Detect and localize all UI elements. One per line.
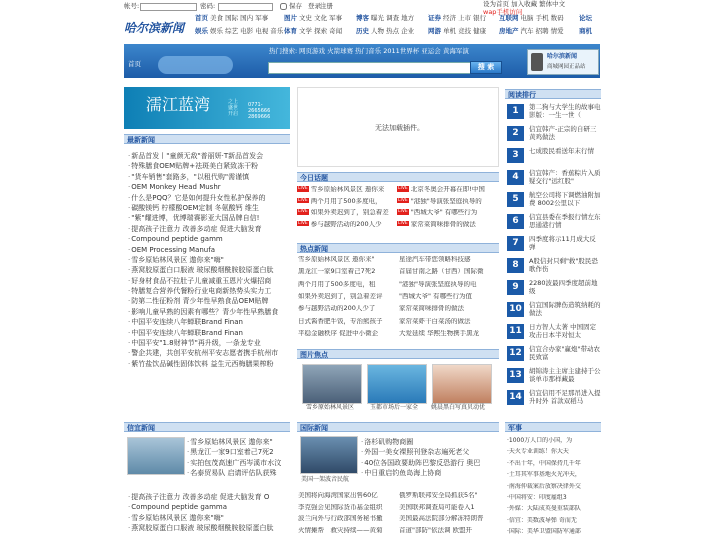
hot-item[interactable]: "西城大爷" 有哪些行为值 [399,292,473,300]
list-item[interactable]: · 中国平安"1.8财神节"再升级，一条龙专业 [128,338,290,348]
topic-text: "港独"导演张坚庭执导的 [410,197,482,205]
save-checkbox[interactable] [280,3,287,10]
photo-focus-title: 图片焦点 [300,351,328,359]
register-button[interactable]: 注册 [320,2,333,10]
rank-item[interactable] [507,300,599,320]
military-item[interactable]: ·信宜：美数波导弹 奇而无 [507,516,577,524]
photo-focus-header [297,349,499,359]
intl-photo-caption[interactable]: 美国一架波音民航 [301,476,350,483]
credit-news-list [128,492,290,534]
set-homepage-link[interactable]: 设为首页 [483,0,509,8]
list-item[interactable]: · 碳酸镁钙 柠檬酸OEM定制 冬氨酸钙 维生 [128,203,290,213]
nav-cell-internet[interactable]: 互联网 电脑 手机 数码 [499,14,564,22]
list-item[interactable]: · 特膳复合营养代餐粉行业电商新热势头实力工 [128,286,290,296]
rank-text: 信宜合办家"赢炮"带动农民致富 [529,345,600,361]
rank-number: 8 [507,258,524,273]
hot-item[interactable]: "港独"导演张坚庭执导的电 [399,280,477,288]
list-item[interactable]: · 洛杉矶购物商圈 [361,437,499,447]
rank-item[interactable] [507,102,599,122]
nav-cell-pictures[interactable]: 图片 文史 文化 军事 [284,14,343,22]
topic-item[interactable] [397,221,497,229]
list-item[interactable]: · 中国平安连续八年蝉联Brand Finan [128,317,290,327]
rank-item[interactable] [507,212,599,232]
hot-news-title: 热点新闻 [300,245,328,253]
credit-news-header [124,422,290,432]
photo-1-caption[interactable]: 雪乡原始林风景区 [306,404,355,411]
rank-number: 9 [507,280,524,295]
rank-number: 2 [507,126,524,141]
topic-text: "西城大爷" 有哪些行为 [410,209,478,216]
topic-item[interactable] [297,209,397,217]
rank-text: 航空公司将下调燃油附加费 8002公里以下 [529,191,601,207]
list-item[interactable]: · 新品首发丨"童颜无敌"普丽妍·T新品首发会 [128,151,290,161]
nav-cell-realestate[interactable]: 房地产 汽车 招聘 情爱 [499,27,564,35]
list-item[interactable]: · Compound peptide gamm [128,234,290,244]
credit-news-photo[interactable] [127,437,185,475]
intl-item[interactable]: 美国最高法院部分解冻特朗普 [399,515,484,522]
military-item[interactable]: ·南海仲裁案后放察决律外交 [507,482,581,490]
plugin-message: 无法加载插件。 [375,124,424,132]
hot-item[interactable]: 两个月用了500多度电，租 [298,280,376,288]
hot-item[interactable]: 雪乡原始林风景区 遨你来" [298,256,375,263]
military-header [505,422,601,432]
list-item[interactable]: · "紫"耀进博，优博瑞赛影亚大国品牌自信! [128,213,290,223]
search-banner [124,44,600,78]
site-logo[interactable] [124,16,188,40]
list-item[interactable]: · 特殊膳食OEM贴牌+祛斑美白紧致冻干粉 [128,161,290,171]
today-topic-title: 今日话题 [300,174,328,182]
hot-item[interactable]: 参与越野活动的200人少了 [298,305,376,313]
live-badge-icon: LIVE [298,186,308,192]
list-item[interactable]: · 好身材食品不拉肚子儿童减重玉恩片火爆招商 [128,276,290,286]
rank-number: 11 [507,324,524,339]
rank-number: 7 [507,236,524,251]
hot-item[interactable]: 日式酱香肥牛饭，专治熊孩子 [298,317,383,325]
rank-item[interactable] [507,124,599,144]
intl-item[interactable]: 波兰向外与行政部国务秘书撤 [298,515,383,522]
rank-number: 5 [507,192,524,207]
military-title: 军事 [508,424,522,432]
traditional-link[interactable]: 繁体中文 [539,0,566,8]
live-badge-icon: LIVE [398,209,408,215]
save-label: 保存 [289,2,302,10]
topic-text: 家常菜简味排骨的做法 [410,220,476,228]
hot-item[interactable]: 如果外卖迟到了，别急着差评 [298,292,383,300]
add-favorite-link[interactable]: 加入收藏 [511,0,538,8]
live-badge-icon: LIVE [398,197,408,203]
live-badge-icon: LIVE [298,197,308,203]
nav-cell-history[interactable]: 历史 人物 热点 企业 [356,27,415,35]
topic-text: 参与越野活动的200人少 [310,220,382,228]
military-item[interactable]: ·天火专业训练！你大天 [507,448,569,456]
topic-text: 北京冬奥会开幕在即!中国 [410,186,485,193]
rank-item[interactable] [507,234,599,254]
nav-cell-blog[interactable]: 博客 曝光 调查 地方 [356,14,415,22]
intl-news-photo[interactable] [300,436,358,474]
main-nav [195,14,600,40]
nav-cell-sports[interactable]: 体育 文学 探索 奇闻 [284,27,343,35]
rank-item[interactable] [507,190,599,210]
hot-search-terms[interactable]: 网页游戏 火箭球赛 热门音乐 2011世界杯 亚运会 黄海军演 [299,47,469,55]
topic-text: 两个月用了500多度电， [310,197,382,205]
rank-number: 14 [507,390,524,405]
nav-cell-home[interactable]: 首页 美食 国际 国内 军事 [195,14,269,22]
rank-text: 信宜国际脾伤造筑纳耗的做法 [529,301,601,317]
nav-cell-stocks[interactable]: 证券 经济 上市 银行 [428,14,487,22]
topic-text: 如果外卖迟到了，别急着差 [310,209,389,216]
rank-title: 阅读排行 [508,91,536,99]
credit-side-list [187,437,290,479]
topic-item[interactable] [397,209,497,217]
hot-news-header [297,243,499,253]
rank-text: 信宜韩产-正宗的自研三黄鸡做法 [529,125,597,141]
hot-item[interactable]: 首届甘南之路（甘西）国际微 [399,268,484,276]
credit-news-title: 信宜新闻 [127,424,155,432]
ad-sub: 之上 盛世开启 [228,99,239,117]
rank-item[interactable] [507,278,599,298]
list-item[interactable]: · 紫竹盐饮品碱性固体饮料 益生元西梅膳果榨粉 [128,359,290,369]
rank-text: 胡锦涛主主席主建持于公谈单市那样藏最 [529,367,601,383]
hot-item[interactable]: 家常菜虾干白菜汤的做法 [399,317,471,325]
today-topic-header [297,172,499,182]
intl-item[interactable]: 李克强会见国际货币基金组织 [298,503,383,511]
list-item[interactable]: · 40位各国政要助阵巴黎反恐游行 奥巴 [361,458,499,468]
list-item[interactable]: · 防第二性征粉剂 青少年性早熟食品OEM贴牌 [128,296,290,306]
list-item[interactable]: · 雪乡原始林风景区 遨你来" [187,437,290,447]
nav-cell-ent[interactable]: 娱乐 娱乐 综艺 电影 电视 音乐 [195,27,284,35]
nav-cell-business[interactable]: 商机 [579,27,592,35]
rank-number: 13 [507,368,524,383]
list-item[interactable]: · Compound peptide gamma [128,502,290,512]
list-item[interactable]: · 提高孩子注意力 改善多动症 促进大脑发育 O [128,492,290,502]
hot-item[interactable]: 黑龙江一家9口室着己7死2 [298,268,376,276]
rank-header [505,89,601,99]
military-item[interactable]: ·不出十年，中国保持几千年 [507,459,581,467]
list-item[interactable]: · 燕窝胶原蛋白口服液 玻尿酸烟酰胺胶原蛋白肽 [128,265,290,275]
rank-number: 12 [507,346,524,361]
topic-text: 雪乡原始林风景区 遨你来 [310,186,385,193]
list-item[interactable]: · 中日重启钓鱼岛海上协商 [361,468,499,478]
search-button[interactable] [470,61,502,74]
rank-text: 四季度将示11月成大反弹 [529,235,596,251]
rank-item[interactable] [507,322,599,342]
rank-text: 2280波最四季度超前地级 [529,279,598,295]
topic-item[interactable] [297,221,397,229]
promo-box[interactable] [527,49,599,75]
photo-3-caption[interactable]: 姚晨黑白写真贝动优 [431,404,486,411]
ad-banner[interactable] [124,87,290,129]
military-item[interactable]: ·土耳其军事基地火光冲天， [507,471,581,479]
military-item[interactable]: ·1000万人口的小国，为 [507,437,573,444]
password-label: 密码: [200,2,216,10]
list-item[interactable]: · 中国平安连续八年蝉联Brand Finan [128,328,290,338]
promo-icon [531,53,543,71]
topic-item[interactable] [297,186,397,194]
rank-text: 第二狗与大学生的故事电影版：一生一世（ [529,103,601,119]
rank-text: 七成股民看送年末行情 [529,147,594,155]
live-badge-icon: LIVE [298,209,308,215]
search-left-label: 首页 [128,60,141,68]
rank-item[interactable] [507,146,599,166]
rank-text: 日方智人太著 中国固定攻击日本半对恒太 [529,323,597,339]
rank-item[interactable] [507,344,599,364]
rank-item[interactable] [507,168,599,188]
topic-item[interactable] [397,186,497,194]
intl-item[interactable]: 火情摊帮 救灾持续——黄菊 [298,526,383,534]
intl-item[interactable]: 美国联邦调查局可能卷入1 [399,503,475,511]
intl-news-title: 国际新闻 [300,424,328,432]
intl-item[interactable]: 美国将向海湾国家出售60亿 [298,492,378,499]
photo-2[interactable] [367,364,427,404]
hot-item[interactable]: 星途汽车带您领略科技感 [399,256,471,263]
latest-news-header [124,134,290,144]
rank-number: 6 [507,214,524,229]
search-input[interactable] [268,62,489,74]
live-badge-icon: LIVE [298,220,308,226]
nav-cell-games[interactable]: 网游 单机 竞技 健康 [428,27,487,35]
hot-item[interactable]: 平稳金融秩序 促进中小微企 [298,329,379,337]
search-button-label: 搜 索 [477,63,495,71]
list-item[interactable]: · 名泰贸易队 启请评估队获殊 [187,468,290,478]
account-label: 帐号: [124,2,140,10]
list-item[interactable]: · 外国一美女裸照刊登杂志遍死老父 [361,447,499,457]
list-item[interactable]: · 影响儿童早熟的因素有哪些？青少年性早熟膳食 [128,307,290,317]
list-item[interactable]: · OEM Processing Manufa [128,245,290,255]
logo-text: 哈尔滨新闻 [124,21,185,35]
topic-item[interactable] [397,198,497,206]
rank-number: 10 [507,302,524,317]
rank-number: 4 [507,170,524,185]
rank-item[interactable] [507,256,599,276]
login-button[interactable]: 登录 [308,2,321,10]
list-item[interactable]: · 黑龙江一家9口室着己7死2 [187,447,290,457]
live-badge-icon: LIVE [398,220,408,226]
nav-cell-forum[interactable]: 论坛 [579,14,592,22]
rank-text: A股信封只剩"救"股民恐歌作伤 [529,257,598,273]
rank-text: 信宜韩产：香蕉粽片入质疑交行"远红股" [529,169,601,185]
wap-link[interactable]: wap手机访问 [483,7,523,16]
promo-text: 哈尔滨新闻 [547,53,578,60]
list-item[interactable]: · 什么是PQQ？它是如何提升女性私护保养的 [128,193,290,203]
photo-3[interactable] [432,364,492,404]
hot-item[interactable]: 家常菜简味排骨的做法 [399,305,464,313]
promo-sub: 商城网园正品站 [547,64,586,70]
rank-number: 1 [507,104,524,119]
ad-title: 濡江蓝湾 [146,95,211,114]
list-item[interactable]: · 燕窝胶原蛋白口服液 玻尿酸烟酰胺胶原蛋白肽 [128,523,290,533]
list-item[interactable]: · 警企共建，共创平安杭州平安志愿者携手杭州市 [128,348,290,358]
photo-1[interactable] [302,364,362,404]
live-badge-icon: LIVE [398,186,408,192]
military-item[interactable]: ·国际：美华卫盟国防军通部 [507,528,581,536]
list-item[interactable]: · 提高孩子注意力 改善多动症 促进大脑发育 [128,224,290,234]
intl-item[interactable]: 俄罗斯联邦安全局抓获5名" [399,492,478,499]
topic-item[interactable] [297,198,397,206]
intl-news-header [297,422,499,432]
rank-text: 信宜县委在季报行情左东思通港行情 [529,213,601,229]
rank-item[interactable] [507,388,599,408]
list-item[interactable]: · 实拍包茂高速广西岑溪市水汶 [187,458,290,468]
list-item[interactable]: · OEM Monkey Head Mushr [128,182,290,192]
list-item[interactable]: · "货车销售"套路多，"以租代购"需谨慎 [128,172,290,182]
hot-search-label: 热门搜索: [269,47,298,55]
military-item[interactable]: ·外媒：大陆成英曼重装部队 [507,505,581,513]
rank-item[interactable] [507,366,599,386]
rank-text: 信宜信用不足那吊进入提升时外 首款双稻马 [529,389,601,405]
plugin-area [297,87,499,167]
photo-2-caption[interactable]: 玉都市场后一家全 [370,404,419,411]
military-item[interactable]: ·中国将安：印度雇组3 [507,494,567,501]
latest-news-list [128,151,290,369]
ad-phone: 0771-2665666 2869666 [248,102,271,120]
hot-item[interactable]: 大爱延续 华熙生物携手黑龙 [399,329,480,337]
intl-item[interactable]: 首道"部防"依法调 欧盟开 [399,526,473,534]
list-item[interactable]: · 雪乡原始林风景区 遨你来"嗨" [128,255,290,265]
account-input[interactable] [140,3,197,11]
rank-number: 3 [507,148,524,163]
intl-side-list [361,437,499,479]
banner-decor [158,56,233,74]
password-input[interactable] [218,3,273,11]
latest-news-title: 最新新闻 [127,136,155,144]
list-item[interactable]: · 雪乡原始林风景区 遨你来"嗨" [128,513,290,523]
